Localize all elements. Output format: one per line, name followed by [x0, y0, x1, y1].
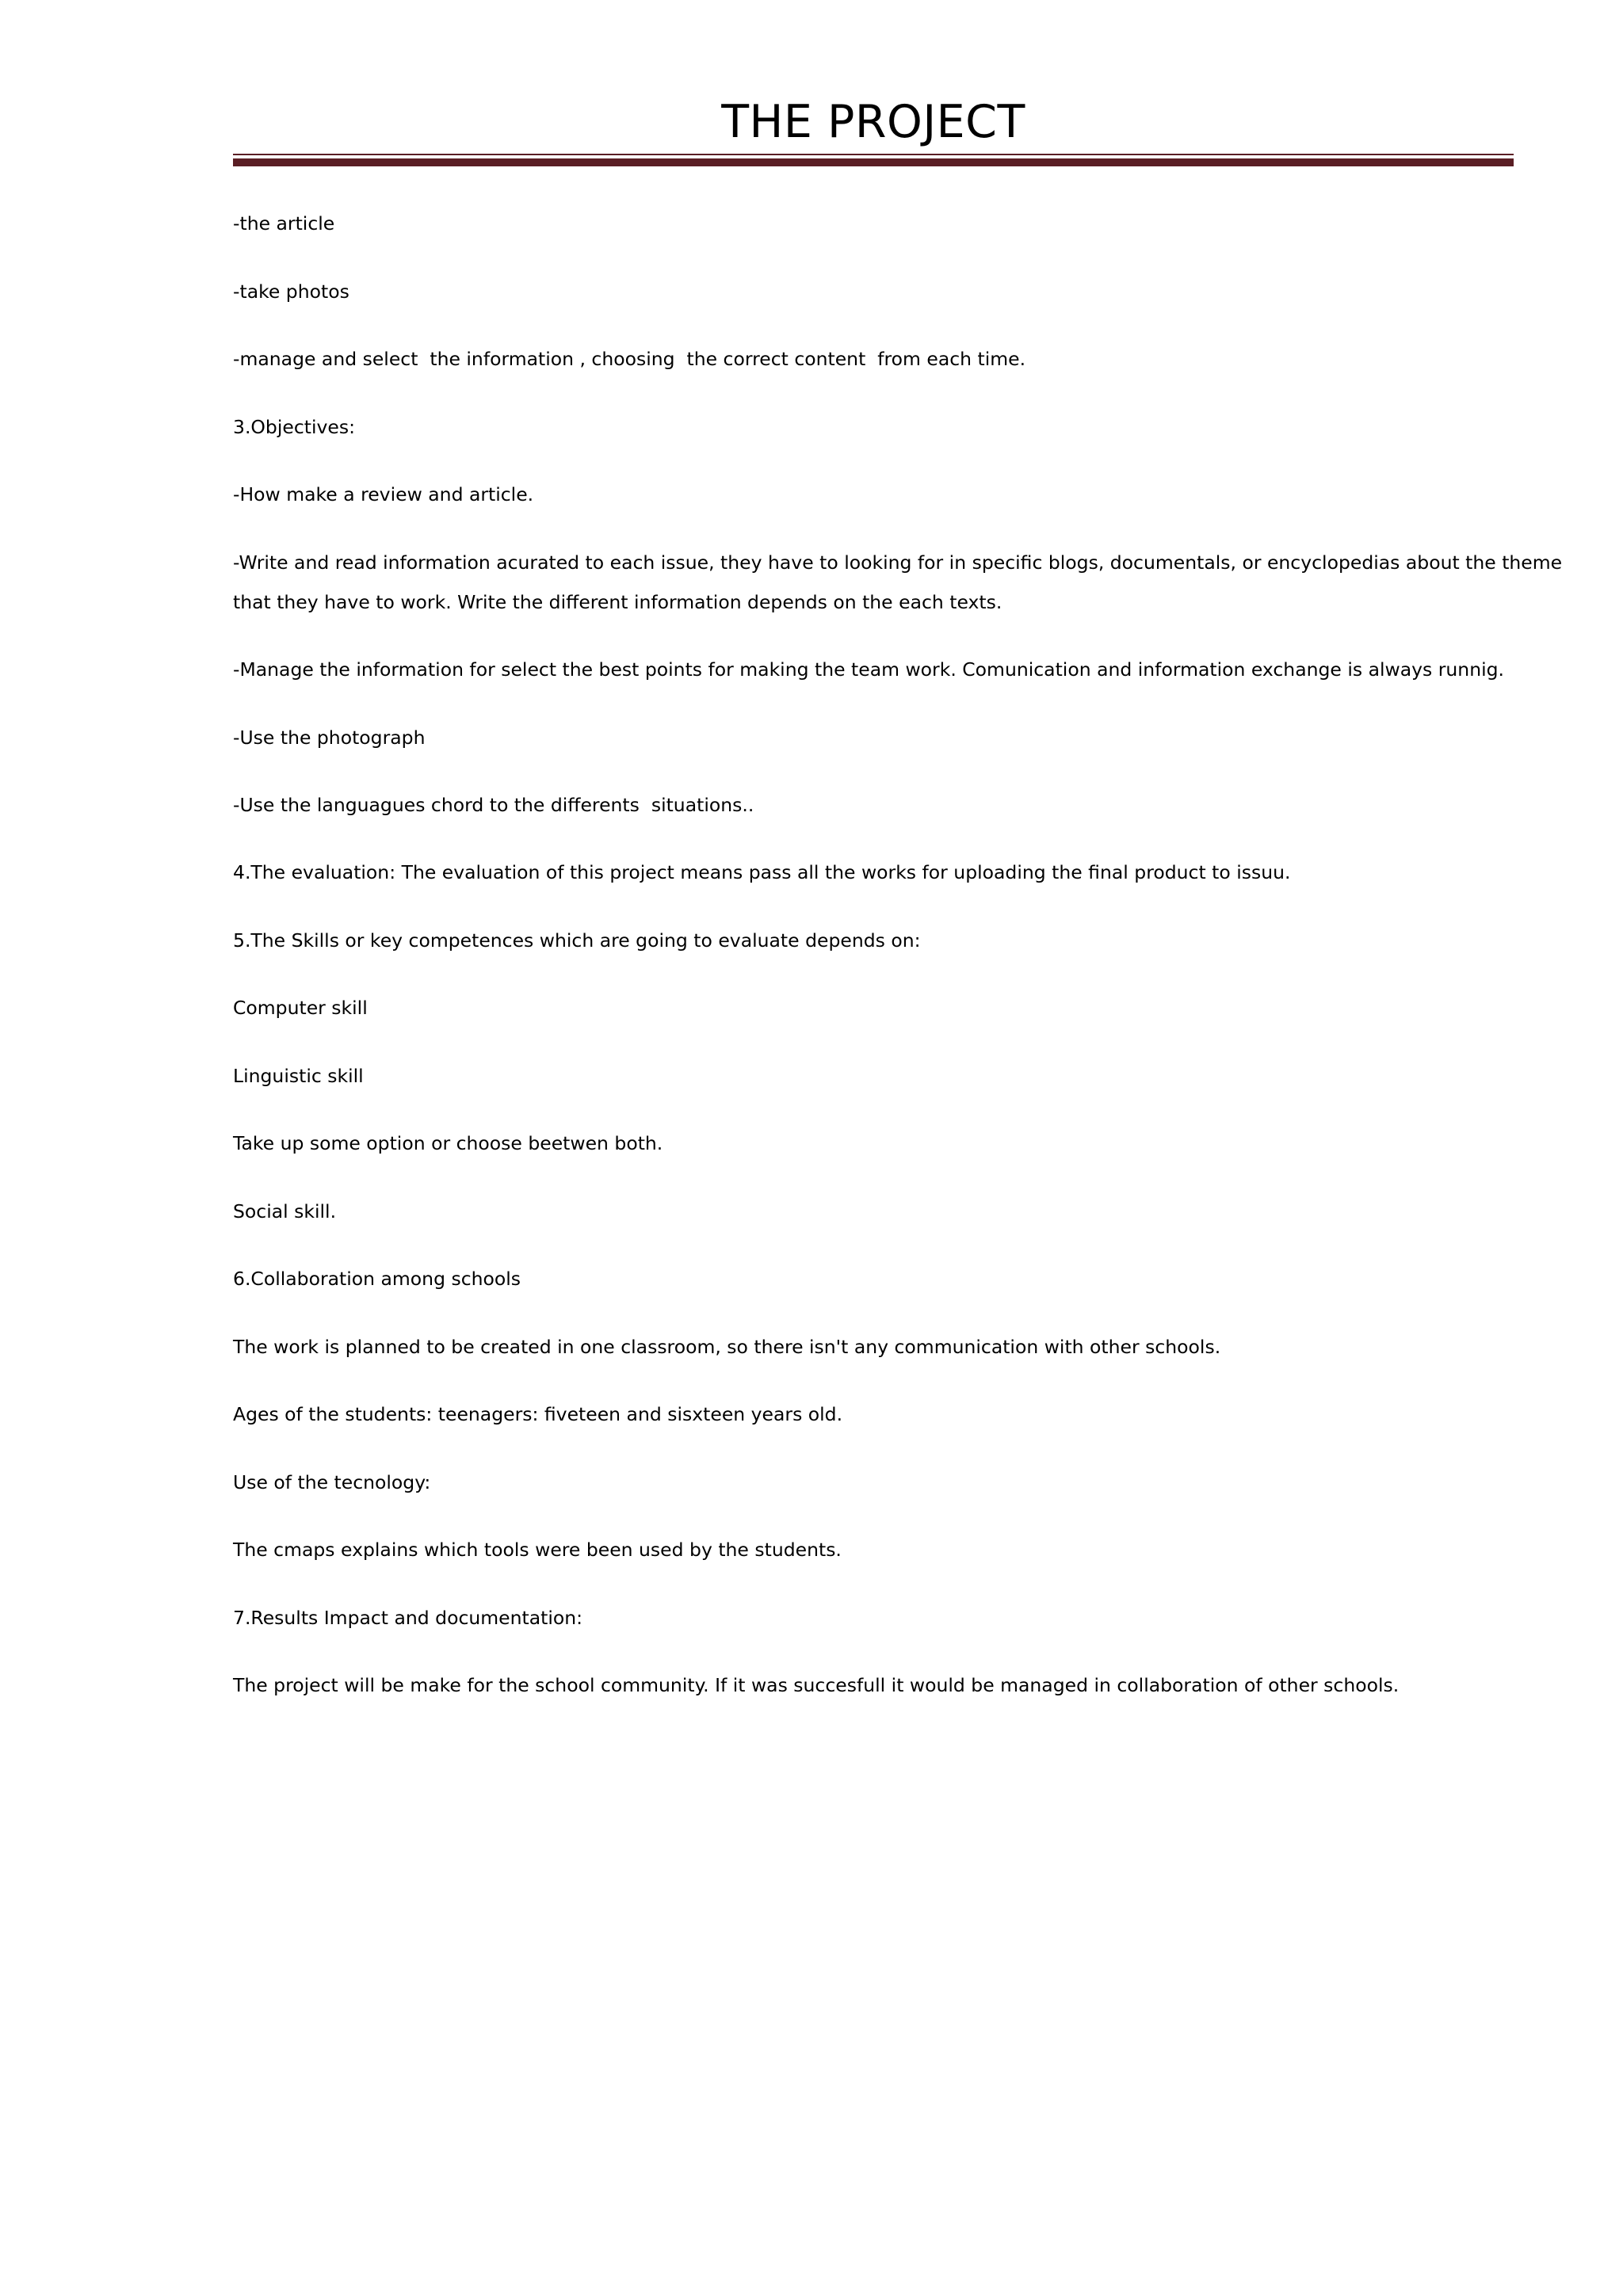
section-heading: 7.Results Impact and documentation: [233, 1607, 583, 1629]
section-heading: 5.The Skills or key competences which are going to evaluate depends on: [233, 929, 921, 952]
body-line: -take photos [233, 280, 349, 303]
section-heading: 6.Collaboration among schools [233, 1268, 521, 1290]
body-line: -Manage the information for select the best points for making the team work. Comunication and information exchange is always runnig. [233, 658, 1505, 681]
body-line: Take up some option or choose beetwen both. [233, 1132, 663, 1154]
document-title: THE PROJECT [721, 96, 1025, 148]
body-line: Computer skill [233, 997, 368, 1019]
title-rule-thick [233, 158, 1514, 166]
body-line: Linguistic skill [233, 1065, 364, 1087]
body-line: The work is planned to be created in one classroom, so there isn't any communication with other schools. [233, 1336, 1221, 1358]
body-line: Ages of the students: teenagers: fiveteen and sisxteen years old. [233, 1403, 843, 1425]
body-line: Social skill. [233, 1200, 337, 1222]
section-heading: 4.The evaluation: The evaluation of this project means pass all the works for uploading the final product to issuu. [233, 861, 1291, 883]
body-line: The project will be make for the school community. If it was succesfull it would be managed in collaboration of other schools. [233, 1674, 1400, 1696]
title-rule-thin [233, 154, 1514, 155]
body-line: -the article [233, 212, 335, 235]
body-line: -How make a review and article. [233, 483, 534, 505]
body-line: -manage and select the information , choosing the correct content from each time. [233, 348, 1026, 370]
body-line: -Use the languagues chord to the differents situations.. [233, 794, 754, 816]
section-heading: 3.Objectives: [233, 416, 356, 438]
body-line: -Use the photograph [233, 727, 426, 749]
body-line: Use of the tecnology: [233, 1471, 431, 1493]
body-line: that they have to work. Write the different information depends on the each texts. [233, 591, 1002, 613]
body-line: The cmaps explains which tools were been used by the students. [233, 1539, 842, 1561]
body-line: -Write and read information acurated to each issue, they have to looking for in specific blogs, documentals, or encyclopedias about the theme [233, 551, 1563, 574]
